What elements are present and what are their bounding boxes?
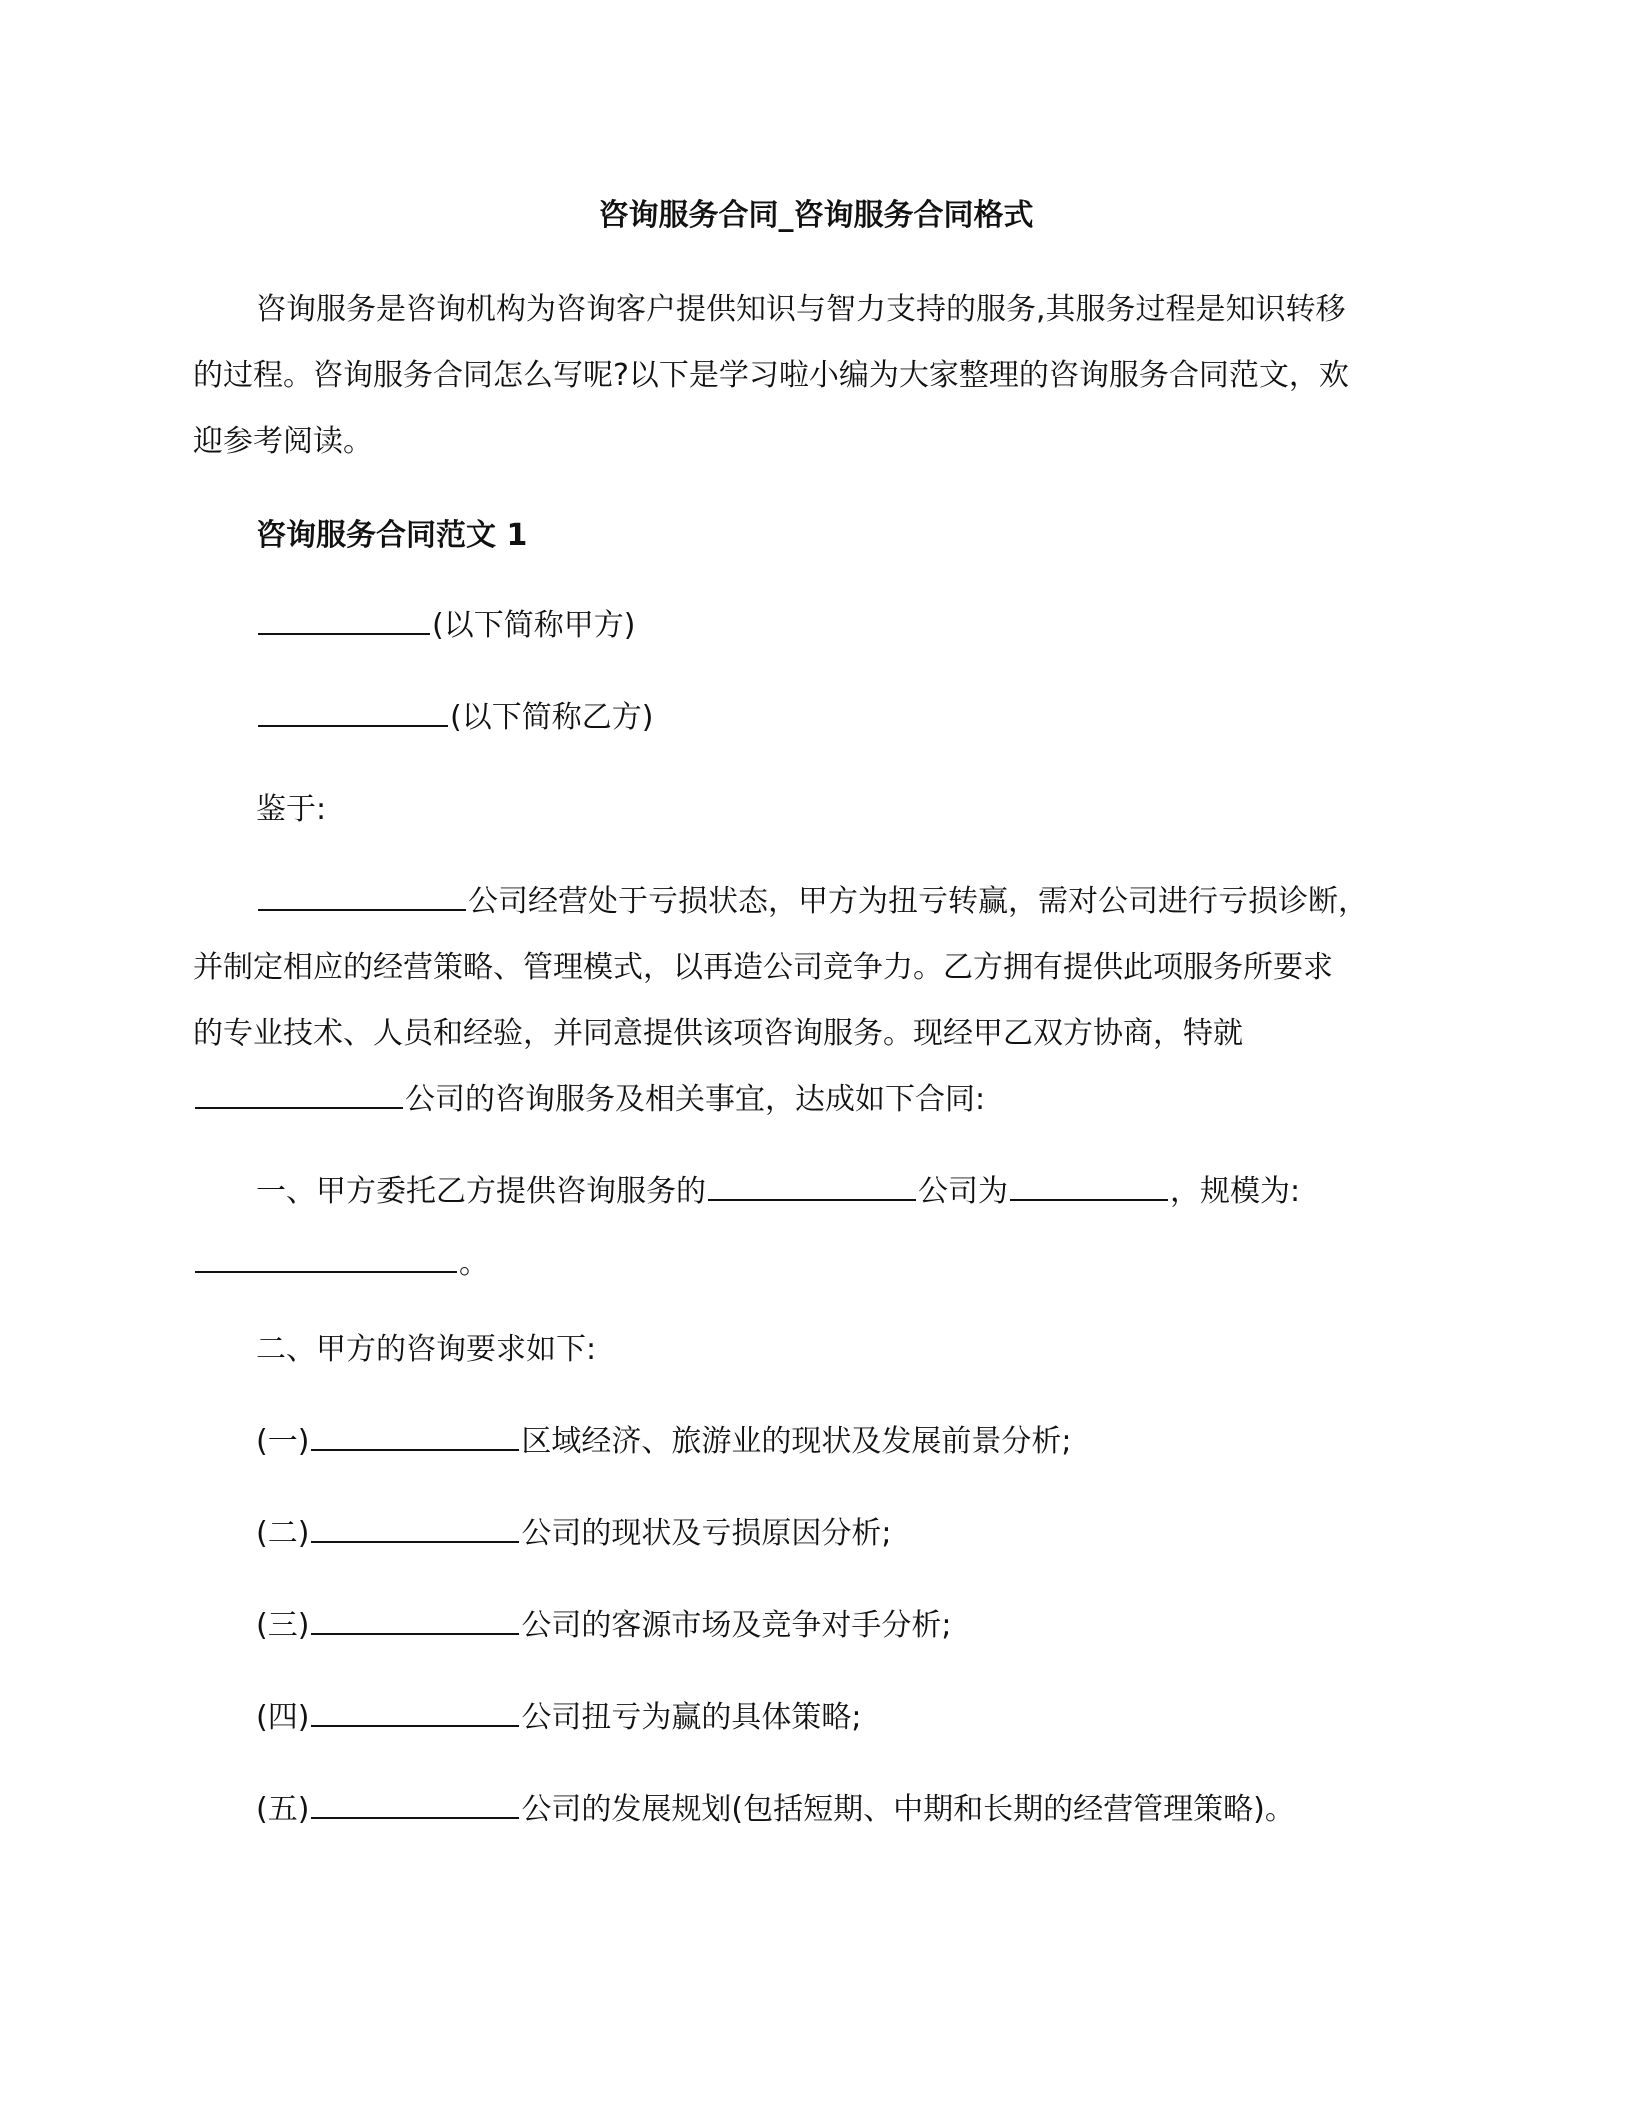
section-heading: 咨询服务合同范文 1 xyxy=(256,518,528,553)
item-text: 公司扭亏为赢的具体策略; xyxy=(521,1700,862,1735)
clause-1-scale-blank[interactable] xyxy=(195,1249,457,1273)
item-text: 区域经济、旅游业的现状及发展前景分析; xyxy=(521,1424,1072,1459)
item-blank[interactable] xyxy=(311,1795,519,1819)
clause-1-company-blank[interactable] xyxy=(708,1177,916,1201)
whereas-line-4 xyxy=(193,1080,985,1120)
clause-1-prefix: 一、甲方委托乙方提供咨询服务的 xyxy=(256,1174,706,1209)
whereas-label: 鉴于: xyxy=(256,792,327,827)
clause-2-item-5 xyxy=(256,1790,1295,1830)
item-blank[interactable] xyxy=(311,1703,519,1727)
clause-1-suffix: ，规模为: xyxy=(1170,1174,1301,1209)
party-b-label: (以下简称乙方) xyxy=(450,700,654,735)
item-marker: (三) xyxy=(256,1608,310,1643)
clause-2-item-1 xyxy=(256,1422,1072,1462)
whereas-line-1 xyxy=(256,882,1368,922)
party-b-blank[interactable] xyxy=(258,703,448,727)
clause-2-item-2 xyxy=(256,1514,892,1554)
whereas-line-4-text: 公司的咨询服务及相关事宜，达成如下合同: xyxy=(405,1082,986,1117)
clause-1-middle: 公司为 xyxy=(918,1174,1008,1209)
whereas-line-3: 的专业技术、人员和经验，并同意提供该项咨询服务。现经甲乙双方协商，特就 xyxy=(193,1016,1243,1051)
intro-line-3: 迎参考阅读。 xyxy=(193,424,373,459)
item-marker: (四) xyxy=(256,1700,310,1735)
party-b-line xyxy=(256,698,653,738)
whereas-line-1-text: 公司经营处于亏损状态，甲方为扭亏转赢，需对公司进行亏损诊断， xyxy=(468,884,1368,919)
party-a-label: (以下简称甲方) xyxy=(432,608,636,643)
party-a-blank[interactable] xyxy=(258,611,430,635)
clause-2-item-3 xyxy=(256,1606,952,1646)
item-blank[interactable] xyxy=(311,1519,519,1543)
clause-1-line-2 xyxy=(193,1244,489,1284)
item-text: 公司的现状及亏损原因分析; xyxy=(521,1516,892,1551)
company-blank-1[interactable] xyxy=(258,887,466,911)
company-blank-2[interactable] xyxy=(195,1085,403,1109)
clause-1-line-2-suffix: 。 xyxy=(459,1246,489,1281)
document-title: 咨询服务合同_咨询服务合同格式 xyxy=(598,198,1034,233)
intro-line-1: 咨询服务是咨询机构为咨询客户提供知识与智力支持的服务,其服务过程是知识转移 xyxy=(256,292,1346,327)
clause-2-item-4 xyxy=(256,1698,862,1738)
item-text: 公司的客源市场及竞争对手分析; xyxy=(521,1608,952,1643)
item-blank[interactable] xyxy=(311,1427,519,1451)
intro-line-2: 的过程。咨询服务合同怎么写呢?以下是学习啦小编为大家整理的咨询服务合同范文，欢 xyxy=(193,358,1349,393)
clause-1-line-1 xyxy=(256,1172,1300,1212)
clause-1-type-blank[interactable] xyxy=(1010,1177,1168,1201)
whereas-line-2: 并制定相应的经营策略、管理模式，以再造公司竞争力。乙方拥有提供此项服务所要求 xyxy=(193,950,1333,985)
party-a-line xyxy=(256,606,635,646)
clause-2-heading: 二、甲方的咨询要求如下: xyxy=(256,1332,597,1367)
item-marker: (二) xyxy=(256,1516,310,1551)
item-marker: (一) xyxy=(256,1424,310,1459)
item-marker: (五) xyxy=(256,1792,310,1827)
item-blank[interactable] xyxy=(311,1611,519,1635)
item-text: 公司的发展规划(包括短期、中期和长期的经营管理策略)。 xyxy=(521,1792,1295,1827)
